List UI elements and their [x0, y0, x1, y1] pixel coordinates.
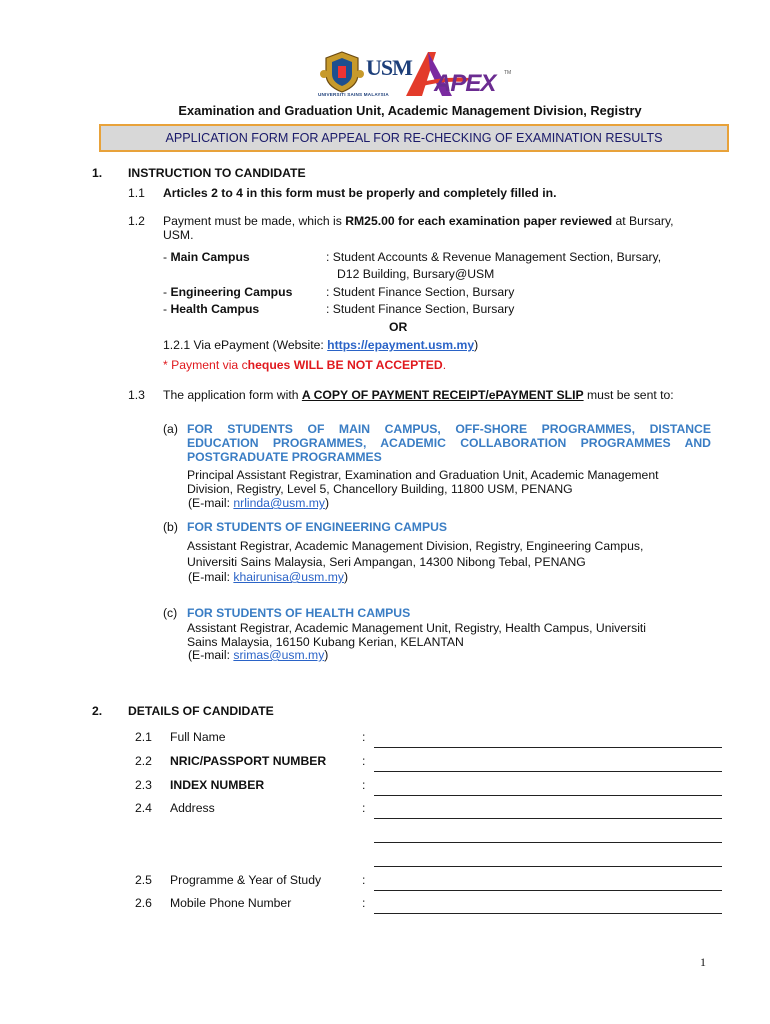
recipient-b-email[interactable]: khairunisa@usm.my [233, 570, 344, 584]
main-campus-name: Main Campus [170, 250, 250, 264]
cheque-warning-c: . [442, 358, 447, 372]
email-suffix: ) [324, 648, 329, 662]
field-label-programme: Programme & Year of Study [170, 873, 322, 887]
index-input-line[interactable] [374, 795, 722, 796]
item-1-1-number: 1.1 [128, 186, 145, 200]
field-label-address: Address [170, 801, 215, 815]
item-1-1-text: Articles 2 to 4 in this form must be properly and completely filled in. [163, 186, 557, 200]
field-number: 2.2 [135, 754, 152, 768]
item-1-2-1-number: 1.2.1 [163, 338, 191, 352]
recipient-c-email[interactable]: srimas@usm.my [233, 648, 325, 662]
nric-input-line[interactable] [374, 771, 722, 772]
section2-title: DETAILS OF CANDIDATE [128, 704, 274, 718]
section2-number: 2. [92, 704, 103, 718]
field-number: 2.4 [135, 801, 152, 815]
payment-text: Payment must be made, which is [163, 214, 346, 228]
health-campus-name: Health Campus [170, 302, 260, 316]
page-number: 1 [700, 955, 706, 969]
section1-title: INSTRUCTION TO CANDIDATE [128, 166, 306, 180]
field-colon: : [362, 873, 366, 887]
item-1-3-receipt: A COPY OF PAYMENT RECEIPT/ePAYMENT SLIP [301, 388, 584, 402]
recipient-b-email-line [188, 570, 348, 584]
email-suffix: ) [325, 496, 330, 510]
epayment-text: Via ePayment (Website: [190, 338, 328, 352]
recipient-b-address-2: Universiti Sains Malaysia, Seri Ampangan, 14300 Nibong Tebal, PENANG [187, 555, 586, 569]
item-1-3-c: must be sent to: [583, 388, 674, 402]
or-divider: OR [389, 320, 408, 334]
item-1-3-a: The application form with [163, 388, 302, 402]
section1-number: 1. [92, 166, 103, 180]
field-label-full-name: Full Name [170, 730, 226, 744]
recipient-b-address-1: Assistant Registrar, Academic Management Division, Registry, Engineering Campus, [187, 539, 644, 553]
address-input-line-2[interactable] [374, 842, 722, 843]
form-title-banner [99, 124, 729, 152]
field-colon: : [362, 896, 366, 910]
dash: - [163, 285, 171, 299]
field-number: 2.3 [135, 778, 152, 792]
email-prefix: (E-mail: [188, 648, 234, 662]
field-colon: : [362, 730, 366, 744]
recipient-a-title-3: POSTGRADUATE PROGRAMMES [187, 450, 382, 464]
field-label-index: INDEX NUMBER [170, 778, 265, 792]
mobile-input-line[interactable] [374, 913, 722, 914]
cheque-warning-a: * Payment via c [163, 358, 248, 372]
epayment-link[interactable]: https://epayment.usm.my [327, 338, 475, 352]
recipient-b-label: (b) [163, 520, 178, 534]
programme-input-line[interactable] [374, 890, 722, 891]
field-colon: : [362, 778, 366, 792]
item-1-2-usm: USM. [163, 228, 194, 242]
field-colon: : [362, 754, 366, 768]
engineering-campus-name: Engineering Campus [170, 285, 293, 299]
form-title: APPLICATION FORM FOR APPEAL FOR RE-CHECKING OF EXAMINATION RESULTS [165, 131, 663, 145]
field-number: 2.6 [135, 896, 152, 910]
engineering-campus-value: : Student Finance Section, Bursary [326, 285, 515, 299]
email-prefix: (E-mail: [188, 570, 234, 584]
dash: - [163, 250, 171, 264]
recipient-a-address-2: Division, Registry, Level 5, Chancellory Building, 11800 USM, PENANG [187, 482, 573, 496]
main-campus-label [163, 250, 250, 264]
cheque-warning [163, 358, 446, 372]
full-name-input-line[interactable] [374, 747, 722, 748]
main-campus-value-1: : Student Accounts & Revenue Management Section, Bursary, [326, 250, 662, 264]
field-label-mobile: Mobile Phone Number [170, 896, 292, 910]
recipient-c-address-2: Sains Malaysia, 16150 Kubang Kerian, KELANTAN [187, 635, 464, 649]
recipient-a-title-2: EDUCATION PROGRAMMES, ACADEMIC COLLABORATION PROGRAMMES AND [187, 436, 711, 450]
recipient-a-title-1: FOR STUDENTS OF MAIN CAMPUS, OFF-SHORE PROGRAMMES, DISTANCE [187, 422, 711, 436]
email-suffix: ) [343, 570, 349, 584]
item-1-2-1 [163, 338, 478, 352]
payment-location: at Bursary, [612, 214, 674, 228]
recipient-c-email-line [188, 648, 328, 662]
health-campus-value: : Student Finance Section, Bursary [326, 302, 515, 316]
recipient-c-label: (c) [163, 606, 178, 620]
payment-amount: RM25.00 for each examination paper reviewed [345, 214, 613, 228]
main-campus-value-2: D12 Building, Bursary@USM [337, 267, 495, 281]
item-1-3-text [163, 388, 674, 402]
apex-logo-text: APEX [434, 70, 496, 97]
apex-tm-mark: TM [504, 70, 512, 76]
item-1-2-number: 1.2 [128, 214, 145, 228]
usm-wordmark-logo [366, 55, 412, 95]
recipient-a-address-1: Principal Assistant Registrar, Examination and Graduation Unit, Academic Management [187, 468, 659, 482]
field-number: 2.5 [135, 873, 152, 887]
recipient-a-email-line [188, 496, 329, 510]
unit-line: Examination and Graduation Unit, Academic Management Division, Registry [178, 103, 642, 118]
recipient-a-email[interactable]: nrlinda@usm.my [233, 496, 325, 510]
field-colon: : [362, 801, 366, 815]
recipient-c-address-1: Assistant Registrar, Academic Management Unit, Registry, Health Campus, Universiti [187, 621, 647, 635]
usm-logo-text: USM [366, 55, 412, 80]
cheque-warning-b: heques WILL BE NOT ACCEPTED [247, 358, 443, 372]
address-input-line-1[interactable] [374, 818, 722, 819]
apex-logo [400, 50, 518, 98]
health-campus-label [163, 302, 259, 316]
field-label-nric: NRIC/PASSPORT NUMBER [170, 754, 327, 768]
usm-university-label: UNIVERSITI SAINS MALAYSIA [318, 92, 389, 97]
item-1-3-number: 1.3 [128, 388, 145, 402]
recipient-c-title: FOR STUDENTS OF HEALTH CAMPUS [187, 606, 411, 620]
engineering-campus-label [163, 285, 292, 299]
item-1-2-text [163, 214, 715, 228]
dash: - [163, 302, 171, 316]
field-number: 2.1 [135, 730, 152, 744]
address-input-line-3[interactable] [374, 866, 722, 867]
email-prefix: (E-mail: [188, 496, 234, 510]
epayment-close: ) [474, 338, 479, 352]
recipient-a-label: (a) [163, 422, 178, 436]
recipient-b-title: FOR STUDENTS OF ENGINEERING CAMPUS [187, 520, 448, 534]
